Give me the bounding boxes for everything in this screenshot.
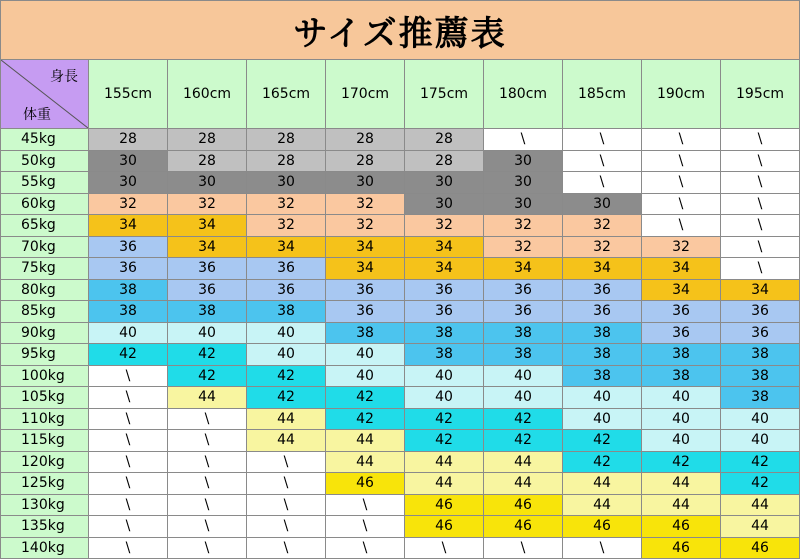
weight-label: 100kg <box>1 365 89 387</box>
size-cell: 28 <box>89 129 168 151</box>
size-cell: 30 <box>168 172 247 194</box>
size-cell: 30 <box>89 172 168 194</box>
size-cell: 30 <box>405 193 484 215</box>
size-cell: \ <box>89 430 168 452</box>
size-cell: \ <box>721 150 800 172</box>
size-cell: 42 <box>563 451 642 473</box>
height-header: 190cm <box>642 60 721 129</box>
size-cell: 40 <box>247 322 326 344</box>
size-cell: 36 <box>721 322 800 344</box>
size-cell: 34 <box>563 258 642 280</box>
size-cell: 34 <box>721 279 800 301</box>
size-cell: 42 <box>168 344 247 366</box>
size-cell: 36 <box>168 279 247 301</box>
size-cell: 36 <box>721 301 800 323</box>
size-cell: 30 <box>563 193 642 215</box>
table-row <box>1 451 800 473</box>
size-cell: 32 <box>563 215 642 237</box>
table-row <box>1 365 800 387</box>
size-cell: 40 <box>642 430 721 452</box>
size-cell: \ <box>721 236 800 258</box>
size-cell: 40 <box>642 408 721 430</box>
size-cell: 44 <box>247 430 326 452</box>
weight-label: 60kg <box>1 193 89 215</box>
size-cell: 36 <box>484 301 563 323</box>
size-cell: 44 <box>484 473 563 495</box>
size-cell: 42 <box>326 387 405 409</box>
size-cell: 42 <box>326 408 405 430</box>
size-cell: 36 <box>247 279 326 301</box>
size-cell: 36 <box>89 258 168 280</box>
size-cell: \ <box>563 172 642 194</box>
table-row <box>1 344 800 366</box>
size-cell: \ <box>247 516 326 538</box>
table-body <box>1 129 800 559</box>
size-cell: 30 <box>484 150 563 172</box>
size-cell: 38 <box>721 387 800 409</box>
height-header: 185cm <box>563 60 642 129</box>
size-cell: \ <box>642 150 721 172</box>
size-cell: 42 <box>563 430 642 452</box>
size-cell: 38 <box>484 322 563 344</box>
size-cell: \ <box>168 408 247 430</box>
size-cell: 42 <box>168 365 247 387</box>
size-cell: 38 <box>563 322 642 344</box>
weight-label: 110kg <box>1 408 89 430</box>
size-cell: 38 <box>326 322 405 344</box>
size-cell: \ <box>721 129 800 151</box>
size-cell: 46 <box>484 494 563 516</box>
table-row <box>1 215 800 237</box>
size-cell: 44 <box>405 473 484 495</box>
size-cell: 44 <box>642 473 721 495</box>
size-cell: 42 <box>642 451 721 473</box>
weight-label: 140kg <box>1 537 89 559</box>
size-cell: 34 <box>326 236 405 258</box>
height-header: 180cm <box>484 60 563 129</box>
size-cell: 36 <box>405 301 484 323</box>
size-cell: \ <box>89 451 168 473</box>
weight-label: 95kg <box>1 344 89 366</box>
size-cell: \ <box>168 430 247 452</box>
size-cell: 40 <box>405 365 484 387</box>
table-row <box>1 537 800 559</box>
size-cell: 44 <box>484 451 563 473</box>
height-header: 195cm <box>721 60 800 129</box>
size-cell: 40 <box>247 344 326 366</box>
weight-label: 80kg <box>1 279 89 301</box>
size-cell: 32 <box>168 193 247 215</box>
size-cell: \ <box>326 494 405 516</box>
size-cell: \ <box>405 537 484 559</box>
table-row <box>1 430 800 452</box>
weight-label: 85kg <box>1 301 89 323</box>
table-row <box>1 150 800 172</box>
size-cell: 42 <box>721 451 800 473</box>
table-row <box>1 172 800 194</box>
size-cell: 36 <box>168 258 247 280</box>
size-cell: 44 <box>563 473 642 495</box>
size-cell: 36 <box>642 301 721 323</box>
size-cell: \ <box>326 516 405 538</box>
weight-label: 135kg <box>1 516 89 538</box>
size-cell: \ <box>642 215 721 237</box>
weight-label: 90kg <box>1 322 89 344</box>
size-cell: \ <box>89 365 168 387</box>
size-cell: 42 <box>405 408 484 430</box>
size-cell: 40 <box>642 387 721 409</box>
size-cell: 42 <box>89 344 168 366</box>
size-cell: 34 <box>168 215 247 237</box>
size-cell: \ <box>484 129 563 151</box>
size-cell: \ <box>247 473 326 495</box>
size-cell: 38 <box>563 365 642 387</box>
table-row <box>1 408 800 430</box>
size-cell: 32 <box>247 193 326 215</box>
size-cell: \ <box>247 451 326 473</box>
size-cell: 30 <box>326 172 405 194</box>
size-cell: \ <box>168 451 247 473</box>
size-cell: 28 <box>168 150 247 172</box>
size-cell: 44 <box>721 494 800 516</box>
weight-label: 130kg <box>1 494 89 516</box>
size-cell: 42 <box>484 408 563 430</box>
size-cell: 30 <box>405 172 484 194</box>
height-header: 175cm <box>405 60 484 129</box>
header-row <box>1 60 800 129</box>
size-cell: 34 <box>326 258 405 280</box>
weight-label: 45kg <box>1 129 89 151</box>
size-cell: 34 <box>405 236 484 258</box>
size-cell: \ <box>247 537 326 559</box>
size-cell: 32 <box>484 236 563 258</box>
size-cell: 30 <box>247 172 326 194</box>
size-cell: 46 <box>642 516 721 538</box>
size-cell: 44 <box>326 451 405 473</box>
weight-label: 105kg <box>1 387 89 409</box>
size-cell: 42 <box>484 430 563 452</box>
size-cell: 40 <box>563 387 642 409</box>
size-cell: 42 <box>247 387 326 409</box>
size-cell: 40 <box>405 387 484 409</box>
size-cell: 44 <box>168 387 247 409</box>
size-cell: \ <box>89 473 168 495</box>
page-title: サイズ推薦表 <box>1 1 800 60</box>
size-cell: 46 <box>326 473 405 495</box>
size-cell: \ <box>721 215 800 237</box>
table-row <box>1 236 800 258</box>
size-cell: 38 <box>405 344 484 366</box>
size-cell: 32 <box>89 193 168 215</box>
table-row <box>1 129 800 151</box>
size-cell: 28 <box>326 150 405 172</box>
size-cell: 36 <box>563 301 642 323</box>
height-header: 165cm <box>247 60 326 129</box>
size-cell: 32 <box>326 215 405 237</box>
size-cell: 46 <box>484 516 563 538</box>
size-cell: 36 <box>484 279 563 301</box>
size-cell: 32 <box>563 236 642 258</box>
size-cell: 38 <box>168 301 247 323</box>
size-cell: 40 <box>721 430 800 452</box>
size-cell: 28 <box>247 150 326 172</box>
size-cell: 38 <box>405 322 484 344</box>
size-cell: 46 <box>405 516 484 538</box>
size-cell: \ <box>89 516 168 538</box>
size-cell: \ <box>563 150 642 172</box>
size-cell: 40 <box>89 322 168 344</box>
height-header: 160cm <box>168 60 247 129</box>
size-cell: 38 <box>721 365 800 387</box>
size-cell: 40 <box>721 408 800 430</box>
size-cell: 28 <box>247 129 326 151</box>
height-axis-label: 身長 <box>50 69 78 85</box>
table-row <box>1 279 800 301</box>
size-cell: 38 <box>89 279 168 301</box>
size-cell: 40 <box>168 322 247 344</box>
size-cell: 34 <box>642 258 721 280</box>
size-cell: 46 <box>405 494 484 516</box>
table-row <box>1 322 800 344</box>
size-cell: 32 <box>326 193 405 215</box>
size-cell: 40 <box>326 344 405 366</box>
weight-label: 50kg <box>1 150 89 172</box>
size-cell: \ <box>89 494 168 516</box>
size-cell: 46 <box>642 537 721 559</box>
size-cell: 42 <box>247 365 326 387</box>
size-cell: 40 <box>484 387 563 409</box>
size-cell: 34 <box>642 279 721 301</box>
size-cell: \ <box>642 129 721 151</box>
height-header: 155cm <box>89 60 168 129</box>
table-row <box>1 193 800 215</box>
size-cell: 32 <box>642 236 721 258</box>
table-row <box>1 473 800 495</box>
size-cell: \ <box>326 537 405 559</box>
size-cell: 36 <box>642 322 721 344</box>
size-cell: 44 <box>563 494 642 516</box>
size-cell: 38 <box>642 365 721 387</box>
size-cell: 28 <box>405 129 484 151</box>
size-cell: 40 <box>326 365 405 387</box>
table-row <box>1 387 800 409</box>
size-cell: 32 <box>247 215 326 237</box>
size-cell: \ <box>89 408 168 430</box>
size-cell: 36 <box>326 301 405 323</box>
size-cell: 44 <box>326 430 405 452</box>
size-cell: 38 <box>721 344 800 366</box>
weight-axis-label: 体重 <box>23 107 51 123</box>
weight-label: 125kg <box>1 473 89 495</box>
size-cell: 32 <box>405 215 484 237</box>
size-cell: 44 <box>642 494 721 516</box>
weight-label: 70kg <box>1 236 89 258</box>
size-cell: \ <box>168 473 247 495</box>
size-cell: 34 <box>405 258 484 280</box>
size-cell: \ <box>642 172 721 194</box>
table-row <box>1 494 800 516</box>
size-cell: 38 <box>247 301 326 323</box>
corner-cell <box>1 60 89 129</box>
size-cell: 36 <box>326 279 405 301</box>
size-cell: \ <box>484 537 563 559</box>
size-cell: \ <box>563 537 642 559</box>
size-cell: 36 <box>89 236 168 258</box>
size-cell: 40 <box>484 365 563 387</box>
table-row <box>1 301 800 323</box>
size-cell: 32 <box>484 215 563 237</box>
size-cell: 34 <box>484 258 563 280</box>
weight-label: 120kg <box>1 451 89 473</box>
size-cell: 36 <box>247 258 326 280</box>
weight-label: 115kg <box>1 430 89 452</box>
size-cell: 34 <box>89 215 168 237</box>
size-cell: 34 <box>247 236 326 258</box>
size-cell: \ <box>721 193 800 215</box>
size-cell: 46 <box>721 537 800 559</box>
size-cell: 44 <box>721 516 800 538</box>
size-cell: \ <box>168 537 247 559</box>
size-cell: 46 <box>563 516 642 538</box>
size-cell: \ <box>89 537 168 559</box>
height-header: 170cm <box>326 60 405 129</box>
size-cell: \ <box>721 258 800 280</box>
size-cell: 28 <box>168 129 247 151</box>
size-cell: 40 <box>563 408 642 430</box>
size-cell: \ <box>247 494 326 516</box>
table-row <box>1 258 800 280</box>
size-cell: 28 <box>326 129 405 151</box>
size-cell: \ <box>168 494 247 516</box>
size-cell: 34 <box>168 236 247 258</box>
weight-label: 65kg <box>1 215 89 237</box>
size-cell: 30 <box>89 150 168 172</box>
size-cell: 44 <box>405 451 484 473</box>
size-cell: 44 <box>247 408 326 430</box>
size-cell: 36 <box>405 279 484 301</box>
size-cell: 28 <box>405 150 484 172</box>
size-cell: 38 <box>484 344 563 366</box>
weight-label: 55kg <box>1 172 89 194</box>
size-cell: 38 <box>642 344 721 366</box>
size-cell: 30 <box>484 172 563 194</box>
size-cell: \ <box>721 172 800 194</box>
size-cell: 38 <box>89 301 168 323</box>
size-cell: \ <box>642 193 721 215</box>
size-cell: \ <box>89 387 168 409</box>
size-cell: \ <box>168 516 247 538</box>
weight-label: 75kg <box>1 258 89 280</box>
size-cell: 30 <box>484 193 563 215</box>
size-cell: 36 <box>563 279 642 301</box>
size-cell: 42 <box>405 430 484 452</box>
size-cell: 38 <box>563 344 642 366</box>
table-row <box>1 516 800 538</box>
size-cell: 42 <box>721 473 800 495</box>
size-cell: \ <box>563 129 642 151</box>
